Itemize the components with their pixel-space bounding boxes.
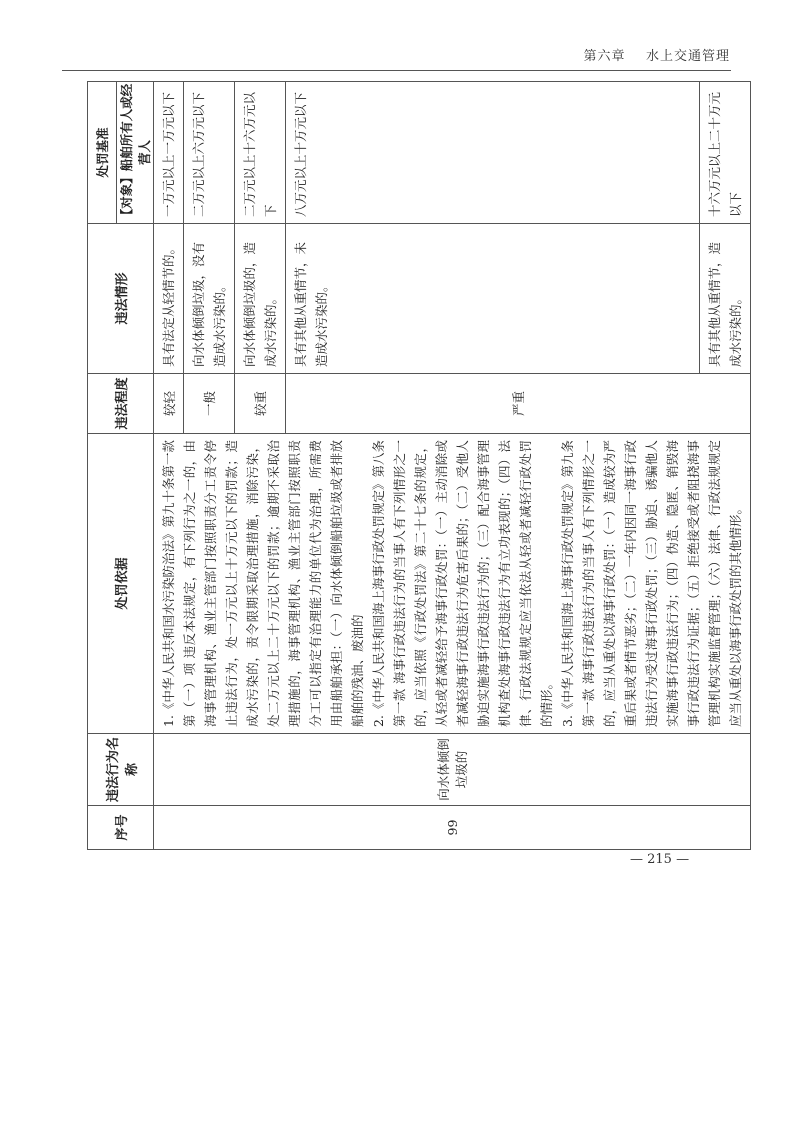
basis-paragraph: 3.《中华人民共和国海上海事行政处罚规定》第九条第一款 海事行政违法行为的当事人有下列情形之一的，应当从重处以海事行政处罚：（一）造成较为严重后果或者情节恶劣；（二）一年内因同一海事行政违法行为受过海事行政处罚；（三）胁迫、诱骗他人实施海事行政违法行为；（四）伪造、隐匿、销毁海事行政违法行为证据；（五）拒绝接受或者阻挠海事管理机构实施监督管理；（六）法律、行政法规规定应当从重处以海事行政处罚的其他情形。: [560, 440, 743, 727]
cell-circumstance: 向水体倾倒垃圾，没有造成水污染的。: [184, 224, 235, 374]
basis-paragraph: 2.《中华人民共和国海上海事行政处罚规定》第八条第一款 海事行政违法行为的当事人有下列情形之一的，应当依照《行政处罚法》第二十七条的规定，从轻或者减轻给予海事行政处罚：（一）主动消除或者减轻海事行政违法行为危害后果的；（二）受他人胁迫实施海事行政违法行为的；（三）配合海事管理机构查处海事行政违法行为有立功表现的；（四）法律、行政法规规定应当依法从轻或者减轻行政处罚的情形。: [371, 440, 554, 727]
cell-penalty: 八万元以上十万元以下: [286, 82, 700, 224]
cell-circumstance: 具有其他从重情节，未造成水污染的。: [286, 224, 700, 374]
table-row: [154, 82, 184, 850]
cell-seq: 99: [154, 806, 751, 850]
penalty-table: [87, 81, 751, 850]
cell-violation-name: 向水体倾倒垃圾的: [154, 734, 751, 806]
cell-degree: 严重: [286, 374, 751, 434]
cell-circumstance: 向水体倾倒垃圾的，造成水污染的。: [235, 224, 286, 374]
cell-degree: 较重: [235, 374, 286, 434]
rotated-table-stage: [87, 82, 743, 850]
cell-penalty: 十六万元以上二十万元以下: [700, 82, 751, 224]
col-header-penalty: 处罚基准: [88, 82, 117, 224]
col-header-seq: 序号: [88, 806, 154, 850]
cell-circumstance: 具有法定从轻情节的。: [154, 224, 184, 374]
cell-penalty: 二万元以上六万元以下: [184, 82, 235, 224]
running-header: [560, 45, 730, 64]
chapter-label: 第六章: [583, 49, 626, 64]
header-rule: [62, 70, 731, 71]
basis-paragraph: 1.《中华人民共和国水污染防治法》第九十条第一款第（一）项 违反本法规定，有下列行为之一的，由海事管理机构、渔业主管部门按照职责分工责令停止违法行为，处一万元以上十万元以下的罚款；造成水污染的，责令限期采取治理措施，消除污染，处二万元以上二十万元以下的罚款；逾期不采取治理措施的，海事管理机构、渔业主管部门按照职责分工可以指定有治理能力的单位代为治理，所需费用由船舶承担：（一）向水体倾倒船舶垃圾或者排放船舶的残油、废油的: [161, 440, 365, 727]
page-number: — 215 —: [630, 852, 690, 867]
col-header-basis: 处罚依据: [88, 434, 154, 734]
cell-basis: [154, 434, 751, 734]
cell-penalty: 二万元以上十六万元以下: [235, 82, 286, 224]
chapter-title: 水上交通管理: [645, 49, 730, 64]
cell-degree: 一般: [184, 374, 235, 434]
cell-circumstance: 具有其他从重情节，造成水污染的。: [700, 224, 751, 374]
col-header-name: 违法行为名称: [88, 734, 154, 806]
cell-degree: 较轻: [154, 374, 184, 434]
cell-penalty: 一万元以上一万元以下: [154, 82, 184, 224]
rotated-table-wrapper: [87, 82, 743, 850]
col-header-circumstance: 违法情形: [88, 224, 154, 374]
col-header-penalty-target: 【对象】船舶所有人或经营人: [117, 82, 154, 224]
col-header-degree: 违法程度: [88, 374, 154, 434]
